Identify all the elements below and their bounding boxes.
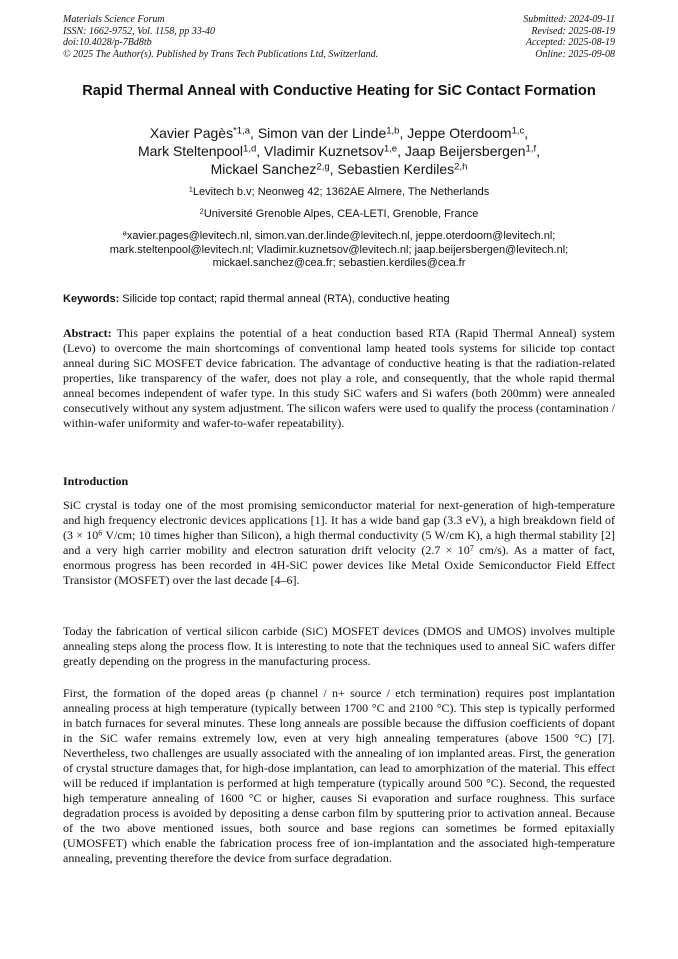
journal-name: Materials Science Forum — [63, 14, 165, 25]
copyright-line: © 2025 The Author(s). Published by Trans Tech Publications Ltd, Switzerland. — [63, 48, 379, 60]
intro-paragraph-3: First, the formation of the doped areas (p channel / n+ source / etch termination) requires post implantation annealing process at high temperature (typically between 1700 °C and 2100 °C). This step is typically performed in batch furnaces for several minutes. These long anneals are possible because the diffusion coefficients of dopant in the SiC wafer remains extremely low, even at very high annealing temperatures (above 1500 °C) [7]. Nevertheless, two challenges are usually associated with the annealing of ion implanted areas. First, the generation of crystal structure damages that, for high-dose implantation, can lead to amorphization of the material. This effect will be reduced if implantation is performed at high temperature (typically around 500 °C). Second, the requested high temperature annealing of 1600 °C or higher, causes Si evaporation and surface roughness. This surface degradation process is avoided by depositing a dense carbon film by sputtering prior to activation anneal. Because of the two above mentioned issues, both source and base regions can sometimes be formed epitaxially (UMOSFET) which enable the fabrication process free of ion-implantation and the associated high-temperature annealing, preventing therefore the device from surface degradation. — [63, 686, 615, 865]
author: Mickael Sanchez$^{2,g}$, — [210, 161, 338, 177]
author: Sebastien Kerdiles$^{2,h}$ — [337, 161, 468, 177]
email-line: mickael.sanchez@cea.fr; sebastien.kerdiles@cea.fr — [212, 257, 466, 270]
doi-line: doi:10.4028/p-7Bd8tb — [63, 37, 152, 49]
keywords — [63, 293, 615, 306]
abstract-label: Abstract: — [63, 326, 112, 340]
author: Mark Steltenpool$^{1,d}$, — [137, 143, 265, 159]
accepted-date: Accepted: 2025-08-19 — [525, 37, 615, 49]
author-emails — [40, 230, 638, 271]
author: Simon van der Linde$^{1,b}$, — [257, 125, 408, 141]
affiliation-1: $^1$Levitech b.v; Neonweg 42; 1362AE Almere, The Netherlands — [188, 184, 490, 198]
abstract-text: This paper explains the potential of a heat conduction based RTA (Rapid Thermal Anneal) system (Levo) to overcome the main shortcomings of conventional lamp heated tools systems for silicide top contact anneal during SiC MOSFET device fabrication. The advantage of conductive heating is that the radiation-related properties, like transparency of the wafer, does not play a role, and consequently, that the whole rapid thermal anneal becomes independent of wafer type. In this study SiC wafers and Si wafers (both 200mm) were annealed consecutively without any system adjustment. The silicon wafers were used to qualify the process (contamination / within-wafer uniformity and wafer-to-wafer repeatability). — [63, 326, 615, 430]
submitted-date: Submitted: 2024-09-11 — [523, 14, 615, 25]
online-date: Online: 2025-09-08 — [535, 48, 615, 60]
author: Jaap Beijersbergen$^{1,f}$, — [404, 143, 541, 159]
affiliation-2: $^2$Université Grenoble Alpes, CEA-LETI, Grenoble, France — [199, 206, 479, 220]
author: Jeppe Oterdoom$^{1,c}$, — [407, 125, 529, 141]
author: Xavier Pagès$^{*1,a}$, — [149, 125, 258, 141]
intro-paragraph-1: SiC crystal is today one of the most promising semiconductor material for next-generation of high-temperature and high frequency electronic devices applications [1]. It has a wide band gap (3.3 eV), a high breakdown field of ($3 \times 10^6$ V/cm; 10 times higher than Silicon), a high thermal conductivity (5 W/cm K), a high thermal stability [2] and a very high carrier mobility and electron saturation drift velocity ($2.7 \times 10^7$ cm/s). As a matter of fact, enormous progress has been recorded in 4H-SiC power devices like Metal Oxide Semiconductor Field Effect Transistor (MOSFET) over the last decade [4–6]. — [63, 498, 616, 587]
keywords-label: Keywords: — [63, 293, 120, 305]
author: Vladimir Kuznetsov$^{1,e}$, — [264, 143, 405, 159]
author-list — [60, 124, 618, 178]
publication-dates — [523, 14, 615, 60]
email-line: mark.steltenpool@levitech.nl; Vladimir.kuznetsov@levitech.nl; jaap.beijersbergen@levitech.nl; — [109, 243, 569, 256]
email-line: $^a$xavier.pages@levitech.nl, simon.van.der.linde@levitech.nl, jeppe.oterdoom@levitech.nl; — [122, 228, 556, 242]
paper-title: Rapid Thermal Anneal with Conductive Heating for SiC Contact Formation — [82, 83, 596, 99]
section-heading-introduction: Introduction — [63, 474, 129, 488]
intro-paragraph-2: Today the fabrication of vertical silicon carbide (SiC) MOSFET devices (DMOS and UMOS) involves multiple annealing steps along the process flow. It is interesting to note that the techniques used to anneal SiC wafers differ greatly depending on the progress in the manufacturing process. — [63, 624, 615, 668]
journal-info — [63, 14, 378, 60]
issn-line: ISSN: 1662-9752, Vol. 1158, pp 33-40 — [63, 25, 216, 37]
revised-date: Revised: 2025-08-19 — [531, 25, 615, 37]
abstract — [63, 326, 615, 431]
keywords-text: Silicide top contact; rapid thermal anneal (RTA), conductive heating — [119, 293, 450, 305]
